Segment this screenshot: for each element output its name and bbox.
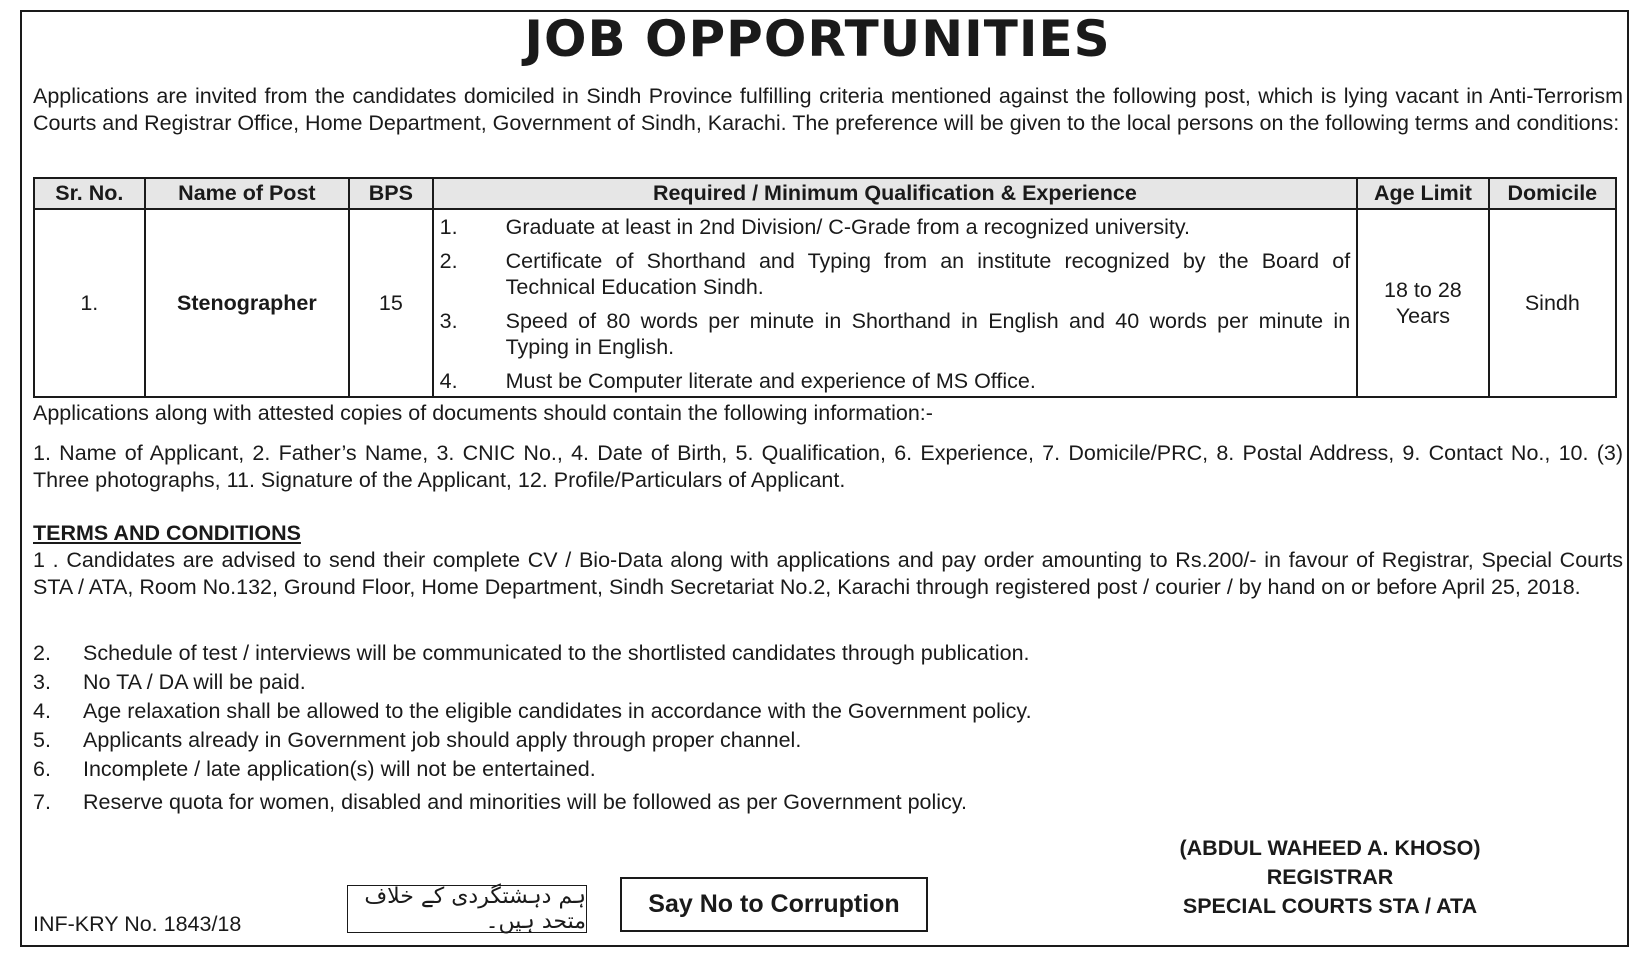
term-number: 5. [33,728,51,752]
term-text: Incomplete / late application(s) will not be entertained. [83,757,596,781]
signatory-name: (ABDUL WAHEED A. KHOSO) [1179,836,1481,860]
terms-heading: TERMS AND CONDITIONS [33,521,301,545]
cell-post-name: Stenographer [145,209,350,397]
reference-number: INF-KRY No. 1843/18 [33,912,242,936]
cell-age-limit [1357,209,1488,397]
anti-corruption-slogan-box [620,877,928,932]
term-text: Age relaxation shall be allowed to the eligible candidates in accordance with the Government policy. [83,699,1032,723]
qualification-number: 4. [439,369,458,393]
header-name-of-post: Name of Post [145,178,350,209]
urdu-slogan-text: ہم دہشتگردی کے خلاف متحد ہیں۔ [364,884,586,934]
header-domicile: Domicile [1489,178,1616,209]
qualification-text: Must be Computer literate and experience of MS Office. [505,369,1036,393]
qualification-text: Speed of 80 words per minute in Shorthand in English and 40 words per minute in Typing in English. [505,309,1351,359]
term-text: No TA / DA will be paid. [83,670,306,694]
table-row [34,209,1616,397]
qualification-item [440,308,1351,360]
term-item [33,726,801,754]
signatory-designation: REGISTRAR [1266,865,1394,889]
documents-list: 1. Name of Applicant, 2. Father’s Name, 3. CNIC No., 4. Date of Birth, 5. Qualification, 6. Experience, 7. Domicile/PRC, 8. Postal Address, 9. Contact No., 10. (3) Three photographs, 11. Signature of the Applicant, 12. Profile/Particulars of Applicant. [33,441,1623,492]
term-text: Applicants already in Government job should apply through proper channel. [83,728,802,752]
term-text: Reserve quota for women, disabled and minorities will be followed as per Government policy. [83,790,967,814]
header-qualification: Required / Minimum Qualification & Experience [433,178,1358,209]
header-sr-no: Sr. No. [34,178,145,209]
qualification-number: 1. [439,215,458,239]
term-number: 6. [33,757,51,781]
term-item [33,697,1032,725]
qualification-number: 3. [439,309,458,333]
term-item-1: 1 . Candidates are advised to send their complete CV / Bio-Data along with applications and pay order amounting to Rs.200/- in favour of Registrar, Special Courts STA / ATA, Room No.132, Ground Floor, Home Department, Sindh Secretariat No.2, Karachi through registered post / courier / by hand on or before April 25, 2018. [33,548,1623,599]
term-number: 4. [33,699,51,723]
header-age-limit: Age Limit [1357,178,1488,209]
term-item [33,788,967,816]
term-item [33,755,596,783]
cell-bps: 15 [349,209,432,397]
table-header-row [34,178,1616,209]
urdu-slogan-box [347,885,587,933]
term-number: 3. [33,670,51,694]
term-item [33,639,1030,667]
qualification-item [440,368,1351,394]
qualification-text: Graduate at least in 2nd Division/ C-Grade from a recognized university. [505,215,1190,239]
intro-paragraph: Applications are invited from the candidates domiciled in Sindh Province fulfilling criteria mentioned against the following post, which is lying vacant in Anti-Terrorism Courts and Registrar Office, Home Department, Government of Sindh, Karachi. The preference will be given to the local persons on the following terms and conditions: [33,84,1623,135]
anti-corruption-slogan-text: Say No to Corruption [648,890,900,918]
cell-domicile: Sindh [1489,209,1616,397]
qualification-number: 2. [439,249,458,273]
term-number: 7. [33,790,51,814]
qualification-item [440,248,1351,300]
term-item [33,668,306,696]
signature-block [1120,834,1540,921]
signatory-office: SPECIAL COURTS STA / ATA [1182,894,1478,918]
cell-qualifications [433,209,1358,397]
age-limit-value: 18 to 28 Years [1384,278,1462,328]
documents-intro: Applications along with attested copies of documents should contain the following information:- [33,401,933,425]
page-title: JOB OPPORTUNITIES [524,10,1111,68]
term-number: 2. [33,641,51,665]
term-text: Schedule of test / interviews will be communicated to the shortlisted candidates through publication. [83,641,1030,665]
qualification-item [440,214,1351,240]
cell-sr-no: 1. [34,209,145,397]
job-table [33,177,1617,398]
qualification-text: Certificate of Shorthand and Typing from an institute recognized by the Board of Technical Education Sindh. [505,249,1351,299]
header-bps: BPS [349,178,432,209]
